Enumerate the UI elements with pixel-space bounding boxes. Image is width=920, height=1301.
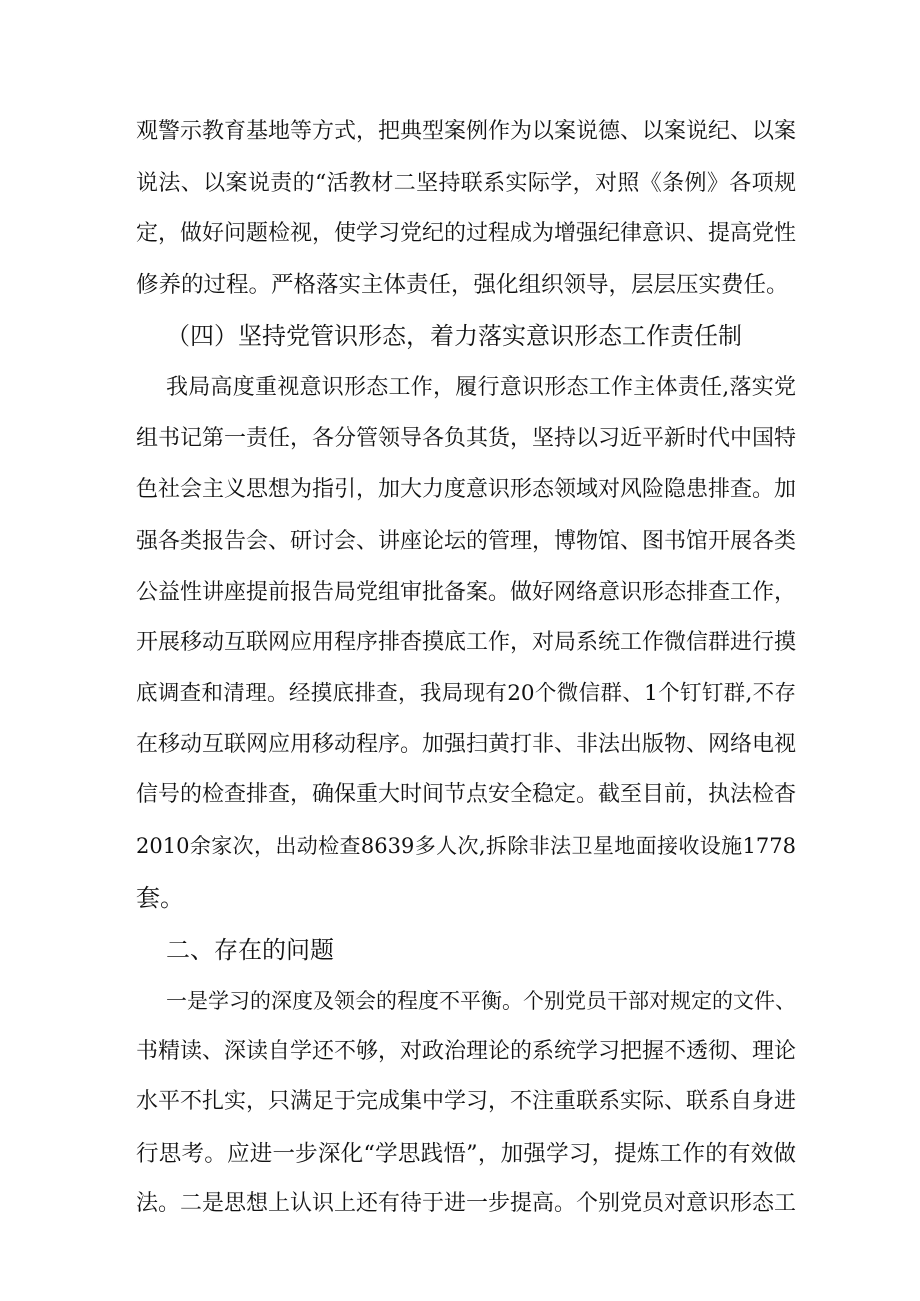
section-heading-problems: 二、存在的问题 [166, 936, 334, 964]
text-line-8: 色社会主义思想为指引，加大力度意识形态领域对风险隐患排查。加 [136, 477, 797, 502]
text-line-1: 观警示教育基地等方式，把典型案例作为以案说德、以案说纪、以案 [136, 119, 797, 144]
text-line-12: 底调查和清理。经摸底排查，我局现有20个微信群、1个钉钉群,不存 [136, 681, 796, 706]
text-line-13: 在移动互联网应用移动程序。加强扫黄打非、非法出版物、网络电视 [136, 732, 797, 757]
text-line-7: 组书记第一责任，各分管领导各负其货，坚持以习近平新时代中国特 [136, 426, 797, 451]
text-line-14: 信号的检查排查，确保重大时间节点安全稳定。截至目前，执法检杳 [136, 782, 797, 807]
text-line-9: 强各类报告会、研讨会、讲座论坛的管理，博物馆、图书馆开展各类 [136, 529, 797, 554]
text-line-16: 套。 [136, 884, 184, 912]
text-line-11: 开展移动互联网应用程序排杳摸底工作，对局系统工作微信群进行摸 [136, 630, 797, 655]
text-line-20: 水平不扎实，只满足于完成集中学习，不注重联系实际、联系自身进 [136, 1089, 797, 1114]
text-line-22: 法。二是思想上认识上还有待于进一步提高。个别党员对意识形态工 [136, 1191, 797, 1216]
text-line-15: 2010余家次，出动检查8639多人次,拆除非法卫星地面接收设施1778 [136, 834, 796, 858]
text-line-10: 公益性讲座提前报告局党组审批备案。做好网络意识形态排查工作， [136, 580, 797, 605]
text-line-18: 一是学习的深度及领会的程度不平衡。个别党员干部对规定的文件、 [166, 989, 796, 1013]
section-heading-four: （四）坚持党管识形态，着力落实意识形态工作责任制 [166, 322, 742, 350]
text-line-4: 修养的过程。严格落实主体责任，强化组织领导，层层压实费任。 [136, 272, 789, 298]
text-line-3: 定，做好问题检视，使学习党纪的过程成为增强纪律意识、提高党性 [136, 221, 797, 246]
text-line-2: 说法、以案说责的“活教材二坚持联系实际学，对照《条例》各项规 [136, 171, 796, 196]
text-line-6: 我局高度重视意识形态工作，履行意识形态工作主体责任,落实党 [166, 375, 796, 400]
text-line-21: 行思考。应进一步深化“学思践悟”，加强学习，提炼工作的有效做 [136, 1141, 796, 1167]
text-line-19: 书精读、深读自学还不够，对政治理论的系统学习把握不透彻、理论 [136, 1039, 797, 1064]
